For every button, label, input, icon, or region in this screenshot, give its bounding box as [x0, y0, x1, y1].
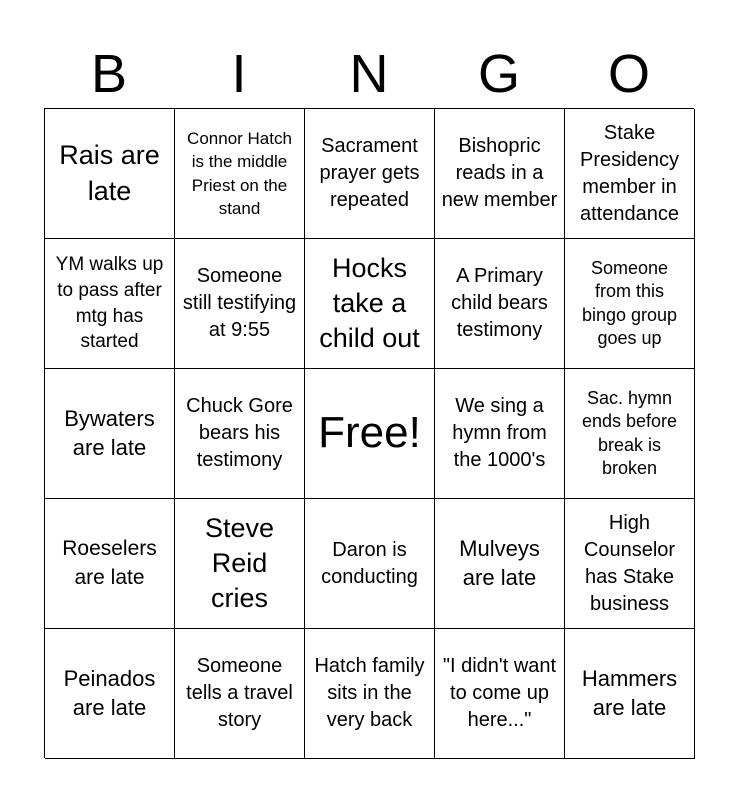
cell-text: Sacrament prayer gets repeated [319, 135, 420, 211]
bingo-cell[interactable] [45, 109, 175, 239]
bingo-cell[interactable] [175, 239, 305, 369]
header-letter-i: I [231, 44, 247, 104]
free-space-cell[interactable] [305, 369, 435, 499]
bingo-cell[interactable] [565, 499, 695, 629]
header-letter-n: N [349, 44, 389, 104]
cell-text: Someone still testifying at 9:55 [182, 265, 297, 341]
bingo-cell[interactable] [45, 239, 175, 369]
free-space-text: Free! [318, 408, 421, 458]
bingo-cell[interactable] [435, 239, 565, 369]
header-letter-g: G [477, 44, 520, 104]
cell-text: Sac. hymn ends before break is broken [581, 387, 678, 478]
bingo-cell[interactable] [305, 109, 435, 239]
bingo-cell[interactable] [175, 369, 305, 499]
cell-text: Bishopric reads in a new member [441, 135, 558, 211]
bingo-cell[interactable] [305, 629, 435, 759]
cell-text: Daron is conducting [321, 538, 418, 588]
cell-text: A Primary child bears testimony [451, 265, 548, 341]
bingo-cell[interactable] [45, 369, 175, 499]
header-letter-b: B [90, 44, 128, 104]
bingo-cell[interactable] [305, 499, 435, 629]
cell-text: Someone from this bingo group goes up [581, 257, 678, 348]
cell-text: Roeselers are late [62, 537, 157, 589]
bingo-cell[interactable] [565, 239, 695, 369]
bingo-cell[interactable] [565, 109, 695, 239]
bingo-board [44, 108, 694, 758]
cell-text: Hocks take a child out [319, 252, 420, 354]
header-letter-o: O [607, 44, 650, 104]
bingo-cell[interactable] [175, 499, 305, 629]
bingo-cell[interactable] [435, 369, 565, 499]
cell-text: Chuck Gore bears his testimony [186, 395, 293, 471]
bingo-cell[interactable] [175, 109, 305, 239]
bingo-cell[interactable] [435, 109, 565, 239]
bingo-header [44, 40, 694, 108]
bingo-cell[interactable] [565, 629, 695, 759]
cell-text: Someone tells a travel story [186, 655, 293, 731]
bingo-cell[interactable] [45, 629, 175, 759]
cell-text: Steve Reid cries [204, 512, 275, 614]
cell-text: Bywaters are late [64, 405, 155, 460]
cell-text: "I didn't want to come up here..." [442, 655, 557, 731]
cell-text: We sing a hymn from the 1000's [452, 395, 547, 471]
bingo-cell[interactable] [435, 499, 565, 629]
cell-text: Rais are late [59, 140, 160, 206]
bingo-cell[interactable] [175, 629, 305, 759]
cell-text: Peinados are late [63, 665, 156, 720]
cell-text: Connor Hatch is the middle Priest on the stand [187, 128, 292, 218]
cell-text: YM walks up to pass after mtg has started [55, 254, 164, 353]
cell-text: Stake Presidency member in attendance [580, 121, 679, 225]
cell-text: High Counselor has Stake business [583, 511, 676, 615]
cell-text: Mulveys are late [459, 535, 540, 590]
bingo-cell[interactable] [45, 499, 175, 629]
cell-text: Hammers are late [581, 665, 678, 720]
bingo-cell[interactable] [305, 239, 435, 369]
bingo-cell[interactable] [565, 369, 695, 499]
bingo-cell[interactable] [435, 629, 565, 759]
cell-text: Hatch family sits in the very back [314, 655, 425, 731]
